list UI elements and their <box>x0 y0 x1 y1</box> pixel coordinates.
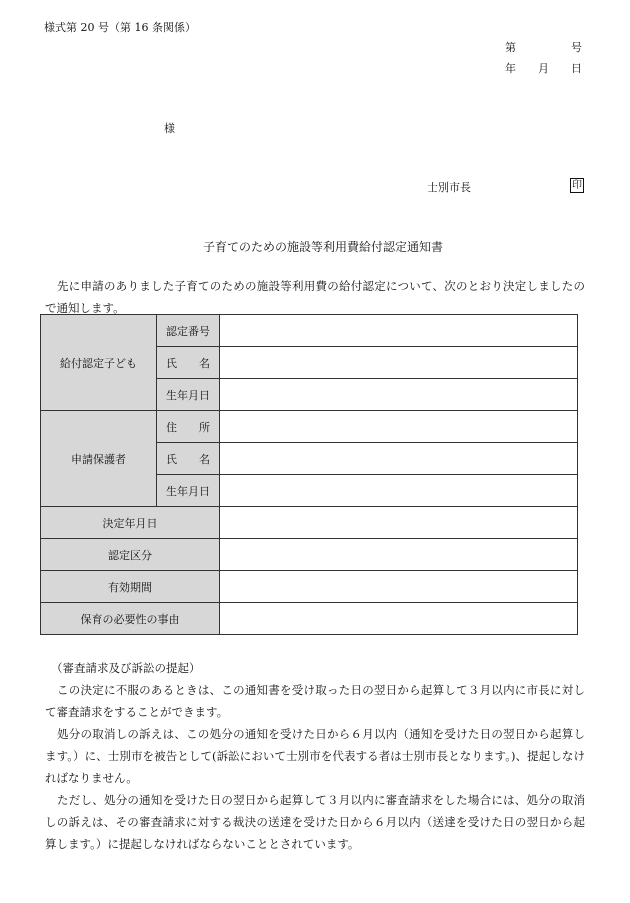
necessity-label: 保育の必要性の事由 <box>41 603 220 635</box>
child-name-label: 氏 名 <box>157 347 220 379</box>
child-birth-field[interactable] <box>220 379 578 411</box>
child-name-field[interactable] <box>220 347 578 379</box>
cert-number-label: 認定番号 <box>157 315 220 347</box>
addressee-suffix: 様 <box>164 122 175 135</box>
table-row <box>41 603 578 635</box>
guardian-group-label: 申請保護者 <box>41 411 157 507</box>
guardian-name-label: 氏 名 <box>157 443 220 475</box>
necessity-field[interactable] <box>220 603 578 635</box>
guardian-address-label: 住 所 <box>157 411 220 443</box>
child-group-label: 給付認定子ども <box>41 315 157 411</box>
appeal-paragraph-2: 処分の取消しの訴えは、この処分の通知を受けた日から６月以内（通知を受けた日の翌日から起算します。）に、士別市を被告として(訴訟において士別市を代表する者は士別市長となります。)、提起しなければなりません。 <box>45 727 585 785</box>
document-number-label: 第 号 <box>505 41 582 54</box>
guardian-birth-field[interactable] <box>220 475 578 507</box>
guardian-address-field[interactable] <box>220 411 578 443</box>
issuer-name: 士別市長 <box>427 181 471 194</box>
guardian-birth-label: 生年月日 <box>157 475 220 507</box>
decision-date-label: 決定年月日 <box>41 507 220 539</box>
guardian-name-field[interactable] <box>220 443 578 475</box>
validity-field[interactable] <box>220 571 578 603</box>
appeal-notice <box>45 657 585 855</box>
document-date-label: 年 月 日 <box>505 62 582 75</box>
appeal-heading: （審査請求及び訴訟の提起） <box>51 661 201 675</box>
child-birth-label: 生年月日 <box>157 379 220 411</box>
category-label: 認定区分 <box>41 539 220 571</box>
document-title: 子育てのための施設等利用費給付認定通知書 <box>203 240 444 254</box>
table-row <box>41 507 578 539</box>
table-row <box>41 411 578 443</box>
form-number: 様式第 20 号（第 16 条関係） <box>44 21 196 34</box>
appeal-paragraph-1: この決定に不服のあるときは、この通知書を受け取った日の翌日から起算して３月以内に市長に対して審査請求をすることができます。 <box>45 683 585 719</box>
validity-label: 有効期間 <box>41 571 220 603</box>
seal-mark: 印 <box>572 180 582 191</box>
table-row <box>41 539 578 571</box>
table-row <box>41 571 578 603</box>
cert-number-field[interactable] <box>220 315 578 347</box>
intro-text: 先に申請のありました子育てのための施設等利用費の給付認定について、次のとおり決定しましたので通知します。 <box>45 279 585 315</box>
category-field[interactable] <box>220 539 578 571</box>
table-row <box>41 315 578 347</box>
appeal-paragraph-3: ただし、処分の通知を受けた日の翌日から起算して３月以内に審査請求をした場合には、処分の取消しの訴えは、その審査請求に対する裁決の送達を受けた日から６月以内（送達を受けた日の翌日から起算します。）に提起しなければならないこととされています。 <box>45 793 585 851</box>
decision-date-field[interactable] <box>220 507 578 539</box>
notice-table <box>40 314 578 635</box>
